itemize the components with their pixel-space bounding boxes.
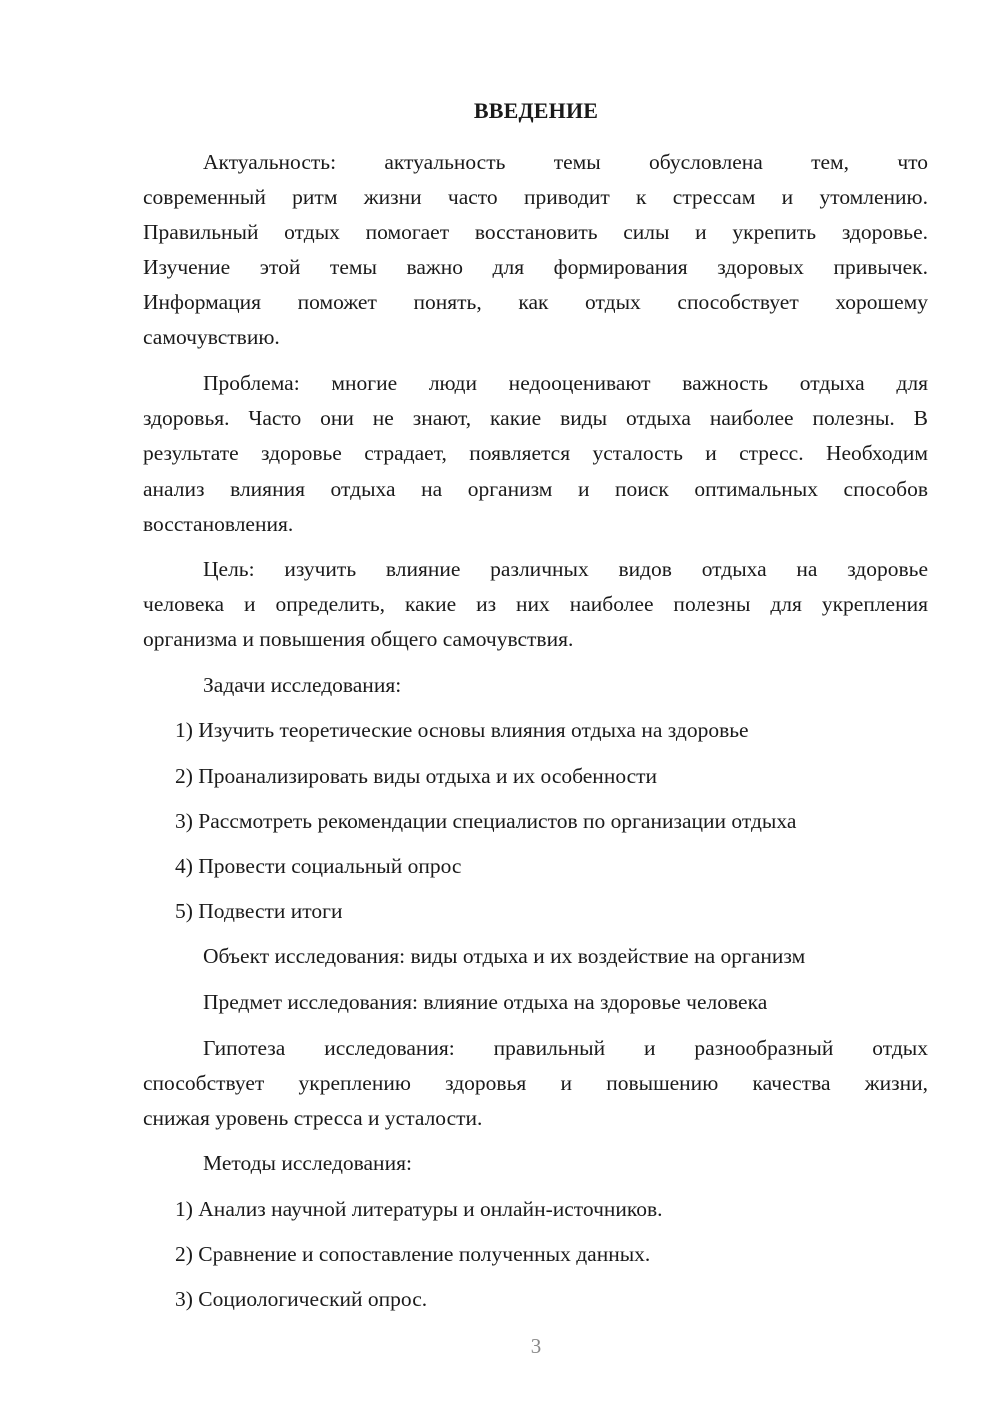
research-subject: Предмет исследования: влияние отдыха на здоровье человека xyxy=(203,990,768,1014)
page-number: 3 xyxy=(530,1334,542,1358)
text-line: восстановления. xyxy=(143,512,294,536)
list-item: 4) Провести социальный опрос xyxy=(175,854,462,878)
tasks-heading: Задачи исследования: xyxy=(203,673,402,697)
list-item: 5) Подвести итоги xyxy=(175,899,343,923)
text-line: результате здоровье страдает, появляется усталость и стресс. Необходим xyxy=(143,441,928,465)
text-line: человека и определить, какие из них наиболее полезны для укрепления xyxy=(143,592,928,616)
list-item: 3) Рассмотреть рекомендации специалистов по организации отдыха xyxy=(175,809,797,833)
text-line: современный ритм жизни часто приводит к стрессам и утомлению. xyxy=(143,185,928,209)
list-item: 3) Социологический опрос. xyxy=(175,1287,428,1311)
text-line: Проблема: многие люди недооценивают важность отдыха для xyxy=(203,371,928,395)
text-line: Информация поможет понять, как отдых способствует хорошему xyxy=(143,290,928,314)
text-line: самочувствию. xyxy=(143,325,280,349)
text-line: организма и повышения общего самочувствия. xyxy=(143,627,574,651)
text-line: Правильный отдых помогает восстановить силы и укрепить здоровье. xyxy=(143,220,928,244)
section-title: ВВЕДЕНИЕ xyxy=(473,98,599,123)
text-line: анализ влияния отдыха на организм и поиск оптимальных способов xyxy=(143,477,928,501)
text-line: Изучение этой темы важно для формирования здоровых привычек. xyxy=(143,255,928,279)
text-line: Гипотеза исследования: правильный и разнообразный отдых xyxy=(203,1036,928,1060)
list-item: 1) Изучить теоретические основы влияния отдыха на здоровье xyxy=(175,718,749,742)
list-item: 2) Сравнение и сопоставление полученных данных. xyxy=(175,1242,651,1266)
list-item: 2) Проанализировать виды отдыха и их особенности xyxy=(175,764,658,788)
research-object: Объект исследования: виды отдыха и их воздействие на организм xyxy=(203,944,806,968)
text-line: способствует укреплению здоровья и повышению качества жизни, xyxy=(143,1071,928,1095)
text-line: снижая уровень стресса и усталости. xyxy=(143,1106,483,1130)
methods-heading: Методы исследования: xyxy=(203,1151,412,1175)
list-item: 1) Анализ научной литературы и онлайн-источников. xyxy=(175,1197,663,1221)
text-line: здоровья. Часто они не знают, какие виды отдыха наиболее полезны. В xyxy=(143,406,928,430)
text-line: Актуальность: актуальность темы обусловлена тем, что xyxy=(203,150,928,174)
text-line: Цель: изучить влияние различных видов отдыха на здоровье xyxy=(203,557,928,581)
